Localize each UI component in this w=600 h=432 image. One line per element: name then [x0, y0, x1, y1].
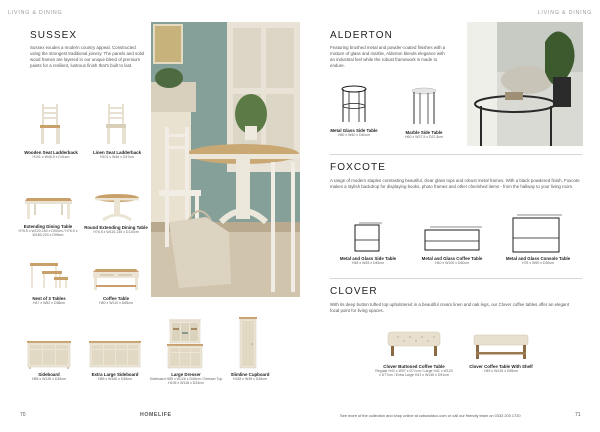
product-metal-glass-side-table — [322, 128, 386, 137]
product-name: Extending Dining Table — [23, 224, 73, 229]
product-name: Linen Seat Ladderback — [92, 150, 142, 155]
foxcote-description: A range of modern staples contrasting beautiful, clear glass tops and robust metal frames. With a black powdered finish, Foxcote makes a stylish backdrop for displaying books, photo frames and other cherished items - from the hallway to your living room. — [330, 178, 580, 189]
product-name: Coffee Table — [102, 296, 130, 301]
product-sideboard — [20, 372, 78, 381]
product-nest-of-3-tables — [20, 296, 78, 305]
product-name: Large Dresser — [171, 372, 201, 377]
product-name: Clover Buttoned Coffee Table — [383, 364, 445, 369]
page-number-left: 70 — [20, 412, 26, 418]
product-metal-and-glass-coffee-table — [414, 256, 490, 265]
clover-buttoned-coffee-table-image — [386, 328, 442, 358]
product-size: H60 x W40 x D40cm — [337, 133, 371, 138]
product-size: H101 x W46.5 x D41cm — [32, 155, 70, 160]
product-size: H85 x W160 x D45cm — [97, 377, 133, 382]
product-name: Wooden Seat Ladderback — [24, 150, 78, 155]
linen-seat-ladderback-image — [102, 102, 132, 146]
product-marble-side-table — [394, 130, 454, 139]
product-name: Clover Coffee Table With Shelf — [469, 364, 533, 369]
section-header-right: LIVING & DINING — [537, 10, 592, 16]
product-size: H45 x W45 x D45cm — [351, 261, 385, 266]
metal-and-glass-side-table-image — [352, 222, 382, 254]
product-size: H45 x W125 x D55cm — [483, 369, 519, 374]
section-header-left: LIVING & DINING — [8, 10, 63, 16]
section-divider — [330, 278, 582, 279]
clover-title: CLOVER — [330, 286, 378, 297]
wooden-seat-ladderback-image — [36, 102, 66, 146]
product-size: H60 x W37.5 x D37.5cm — [405, 135, 443, 140]
product-metal-and-glass-side-table — [334, 256, 402, 265]
product-size: H183 x W45 x D45cm — [232, 377, 268, 382]
nest-of-3-tables-image — [28, 260, 70, 290]
product-size: H75 x W90 x D30cm — [521, 261, 555, 266]
product-slimline-cupboard — [222, 372, 278, 381]
clover-coffee-table-with-shelf-image — [472, 332, 530, 360]
extra-large-sideboard-image — [88, 338, 142, 370]
product-linen-seat-ladderback — [88, 150, 146, 159]
product-round-extending-dining-table — [84, 225, 148, 234]
sussex-lifestyle-photo — [151, 22, 300, 297]
product-coffee-table — [88, 296, 144, 305]
product-size: H40 x W100 x D60cm — [434, 261, 470, 266]
product-name: Sideboard — [38, 372, 60, 377]
product-extra-large-sideboard — [84, 372, 146, 381]
product-clover-coffee-table-with-shelf — [460, 364, 542, 373]
metal-and-glass-coffee-table-image — [422, 226, 482, 252]
product-size: H101 x W46 x D47cm — [99, 155, 135, 160]
foxcote-title: FOXCOTE — [330, 162, 387, 173]
clover-description: With its deep button tufted top upholstered in a beautiful cream linen and oak legs, our Clover coffee tables offer an elegant focal point for living spaces. — [330, 302, 570, 313]
product-size: H47 x W52 x D38cm — [32, 301, 66, 306]
product-extending-dining-table — [16, 224, 80, 238]
product-size: H76.5 x W110-145 x D110cm — [93, 230, 139, 235]
marble-side-table-image — [410, 86, 438, 126]
product-size: Regular H41 x W97 x D71cm / Large H41 x W120 x D77cm / Extra Large H41 x W145 x D91cm — [375, 369, 453, 378]
large-dresser-image — [166, 318, 204, 370]
product-name: Slimline Cupboard — [230, 372, 270, 377]
product-wooden-seat-ladderback — [22, 150, 80, 159]
product-clover-buttoned-coffee-table — [374, 364, 454, 378]
round-extending-dining-table-image — [93, 190, 141, 222]
product-name: Marble Side Table — [405, 130, 443, 135]
product-size: Sideboard H85 x W126 x D45cm / Dresser Top H105 x W118 x D33cm — [149, 377, 223, 386]
metal-glass-side-table-image — [340, 84, 368, 124]
product-size: H76.5 x W120-160 x D90cm / H76.5 x W180-220 x D95cm — [18, 229, 78, 238]
sideboard-image — [26, 338, 72, 370]
product-size: H85 x W126 x D45cm — [31, 377, 67, 382]
product-name: Metal and Glass Side Table — [339, 256, 397, 261]
sussex-description: Sussex exudes a modern country appeal. Constructed using the strongest traditional joinery. The panels and solid wood frames are layered in our unique blend of premium paints for a resilient, lustrous finish that's built to last. — [30, 45, 145, 68]
product-name: Nest of 3 Tables — [32, 296, 66, 301]
product-name: Metal Glass Side Table — [330, 128, 378, 133]
page-number-right: 71 — [575, 412, 581, 418]
product-name: Metal and Glass Console Table — [505, 256, 571, 261]
product-name: Extra Large Sideboard — [91, 372, 139, 377]
product-size: H50 x W110 x D65cm — [99, 301, 133, 306]
metal-and-glass-console-table-image — [510, 214, 562, 254]
product-name: Metal and Glass Coffee Table — [421, 256, 483, 261]
product-metal-and-glass-console-table — [498, 256, 578, 265]
extending-dining-table-image — [24, 190, 74, 220]
product-name: Round Extending Dining Table — [84, 225, 148, 230]
alderton-description: Featuring brushed metal and powder-coated finishes with a mixture of glass and marble, Alderton blends elegance with an industrial feel while the robust framework is made to endure. — [330, 45, 446, 68]
section-divider — [330, 154, 582, 155]
right-page — [300, 0, 600, 432]
alderton-lifestyle-photo — [467, 22, 583, 146]
coffee-table-image — [92, 266, 140, 292]
slimline-cupboard-image — [238, 316, 258, 370]
sussex-title: SUSSEX — [30, 30, 78, 41]
product-large-dresser — [148, 372, 224, 386]
alderton-title: ALDERTON — [330, 30, 393, 41]
footer-cta: See more of the collection and shop online at cotswoldco.com or call our friendly team on 0333 200 1720 — [340, 413, 521, 418]
brand-name: HOMELIFE — [140, 412, 172, 418]
